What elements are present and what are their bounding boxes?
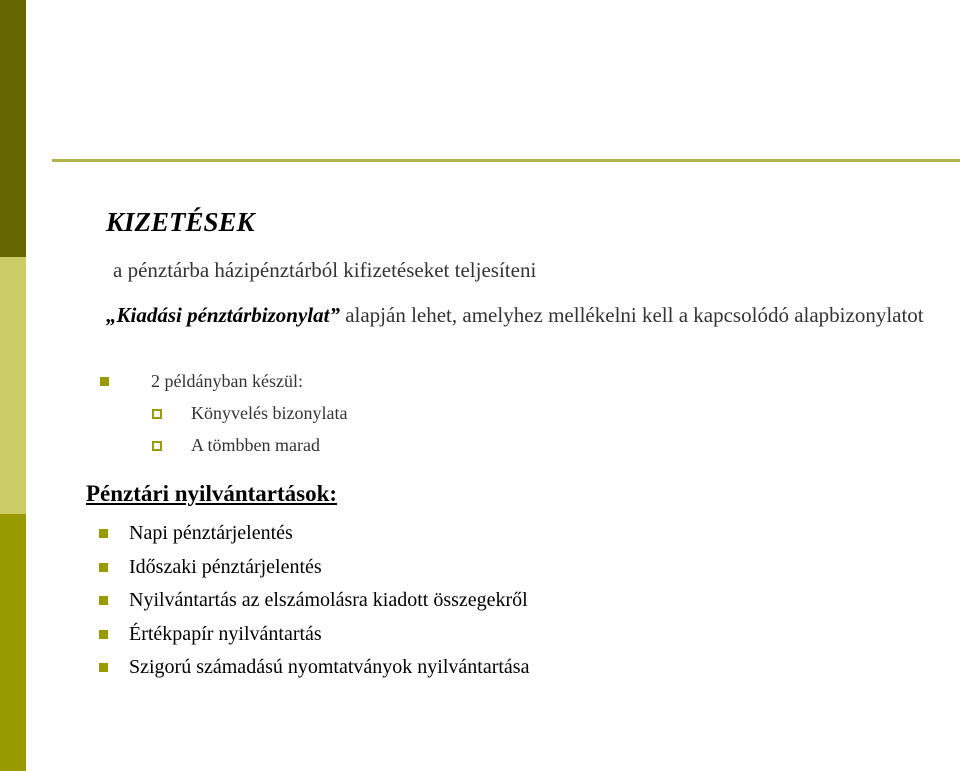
- slide-heading: KIZETÉSEK: [106, 207, 255, 237]
- list-item: [99, 618, 529, 652]
- document-rest: alapján lehet, amelyhez mellékelni kell a kapcsolódó alapbizonylatot: [339, 303, 924, 327]
- top-divider: [52, 159, 960, 162]
- left-strip-middle: [0, 257, 26, 514]
- copies-subitem: [152, 435, 320, 457]
- list-item: [99, 584, 529, 618]
- list-item: [99, 551, 529, 585]
- records-heading: Pénztári nyilvántartások:: [86, 481, 338, 506]
- square-bullet-icon: [99, 663, 108, 672]
- list-item: [99, 651, 529, 685]
- square-bullet-icon: [99, 630, 108, 639]
- list-item: [99, 517, 529, 551]
- copies-subitem-label: A tömbben marad: [191, 435, 320, 455]
- list-item-label: Időszaki pénztárjelentés: [129, 555, 322, 578]
- hollow-square-bullet-icon: [152, 441, 162, 451]
- list-item-label: Napi pénztárjelentés: [129, 522, 293, 545]
- left-strip-bottom: [0, 514, 26, 771]
- document-name: „Kiadási pénztárbizonylat”: [106, 303, 340, 327]
- copies-subitem-label: Könyvelés bizonylata: [191, 403, 348, 423]
- list-item-label: Értékpapír nyilvántartás: [129, 622, 322, 645]
- records-list: [99, 517, 529, 685]
- copies-label: 2 példányban készül:: [151, 371, 303, 391]
- square-bullet-icon: [99, 563, 108, 572]
- list-item-label: Szigorú számadású nyomtatványok nyilvántartása: [129, 656, 530, 679]
- square-bullet-icon: [99, 596, 108, 605]
- square-bullet-icon: [100, 377, 109, 386]
- left-strip-top: [0, 0, 26, 257]
- intro-text: a pénztárba házipénztárból kifizetéseket teljesíteni: [113, 258, 537, 282]
- copies-item: [100, 371, 303, 393]
- hollow-square-bullet-icon: [152, 409, 162, 419]
- list-item-label: Nyilvántartás az elszámolásra kiadott összegekről: [129, 589, 528, 612]
- square-bullet-icon: [99, 529, 108, 538]
- document-paragraph: [106, 297, 926, 334]
- copies-subitem: [152, 403, 347, 425]
